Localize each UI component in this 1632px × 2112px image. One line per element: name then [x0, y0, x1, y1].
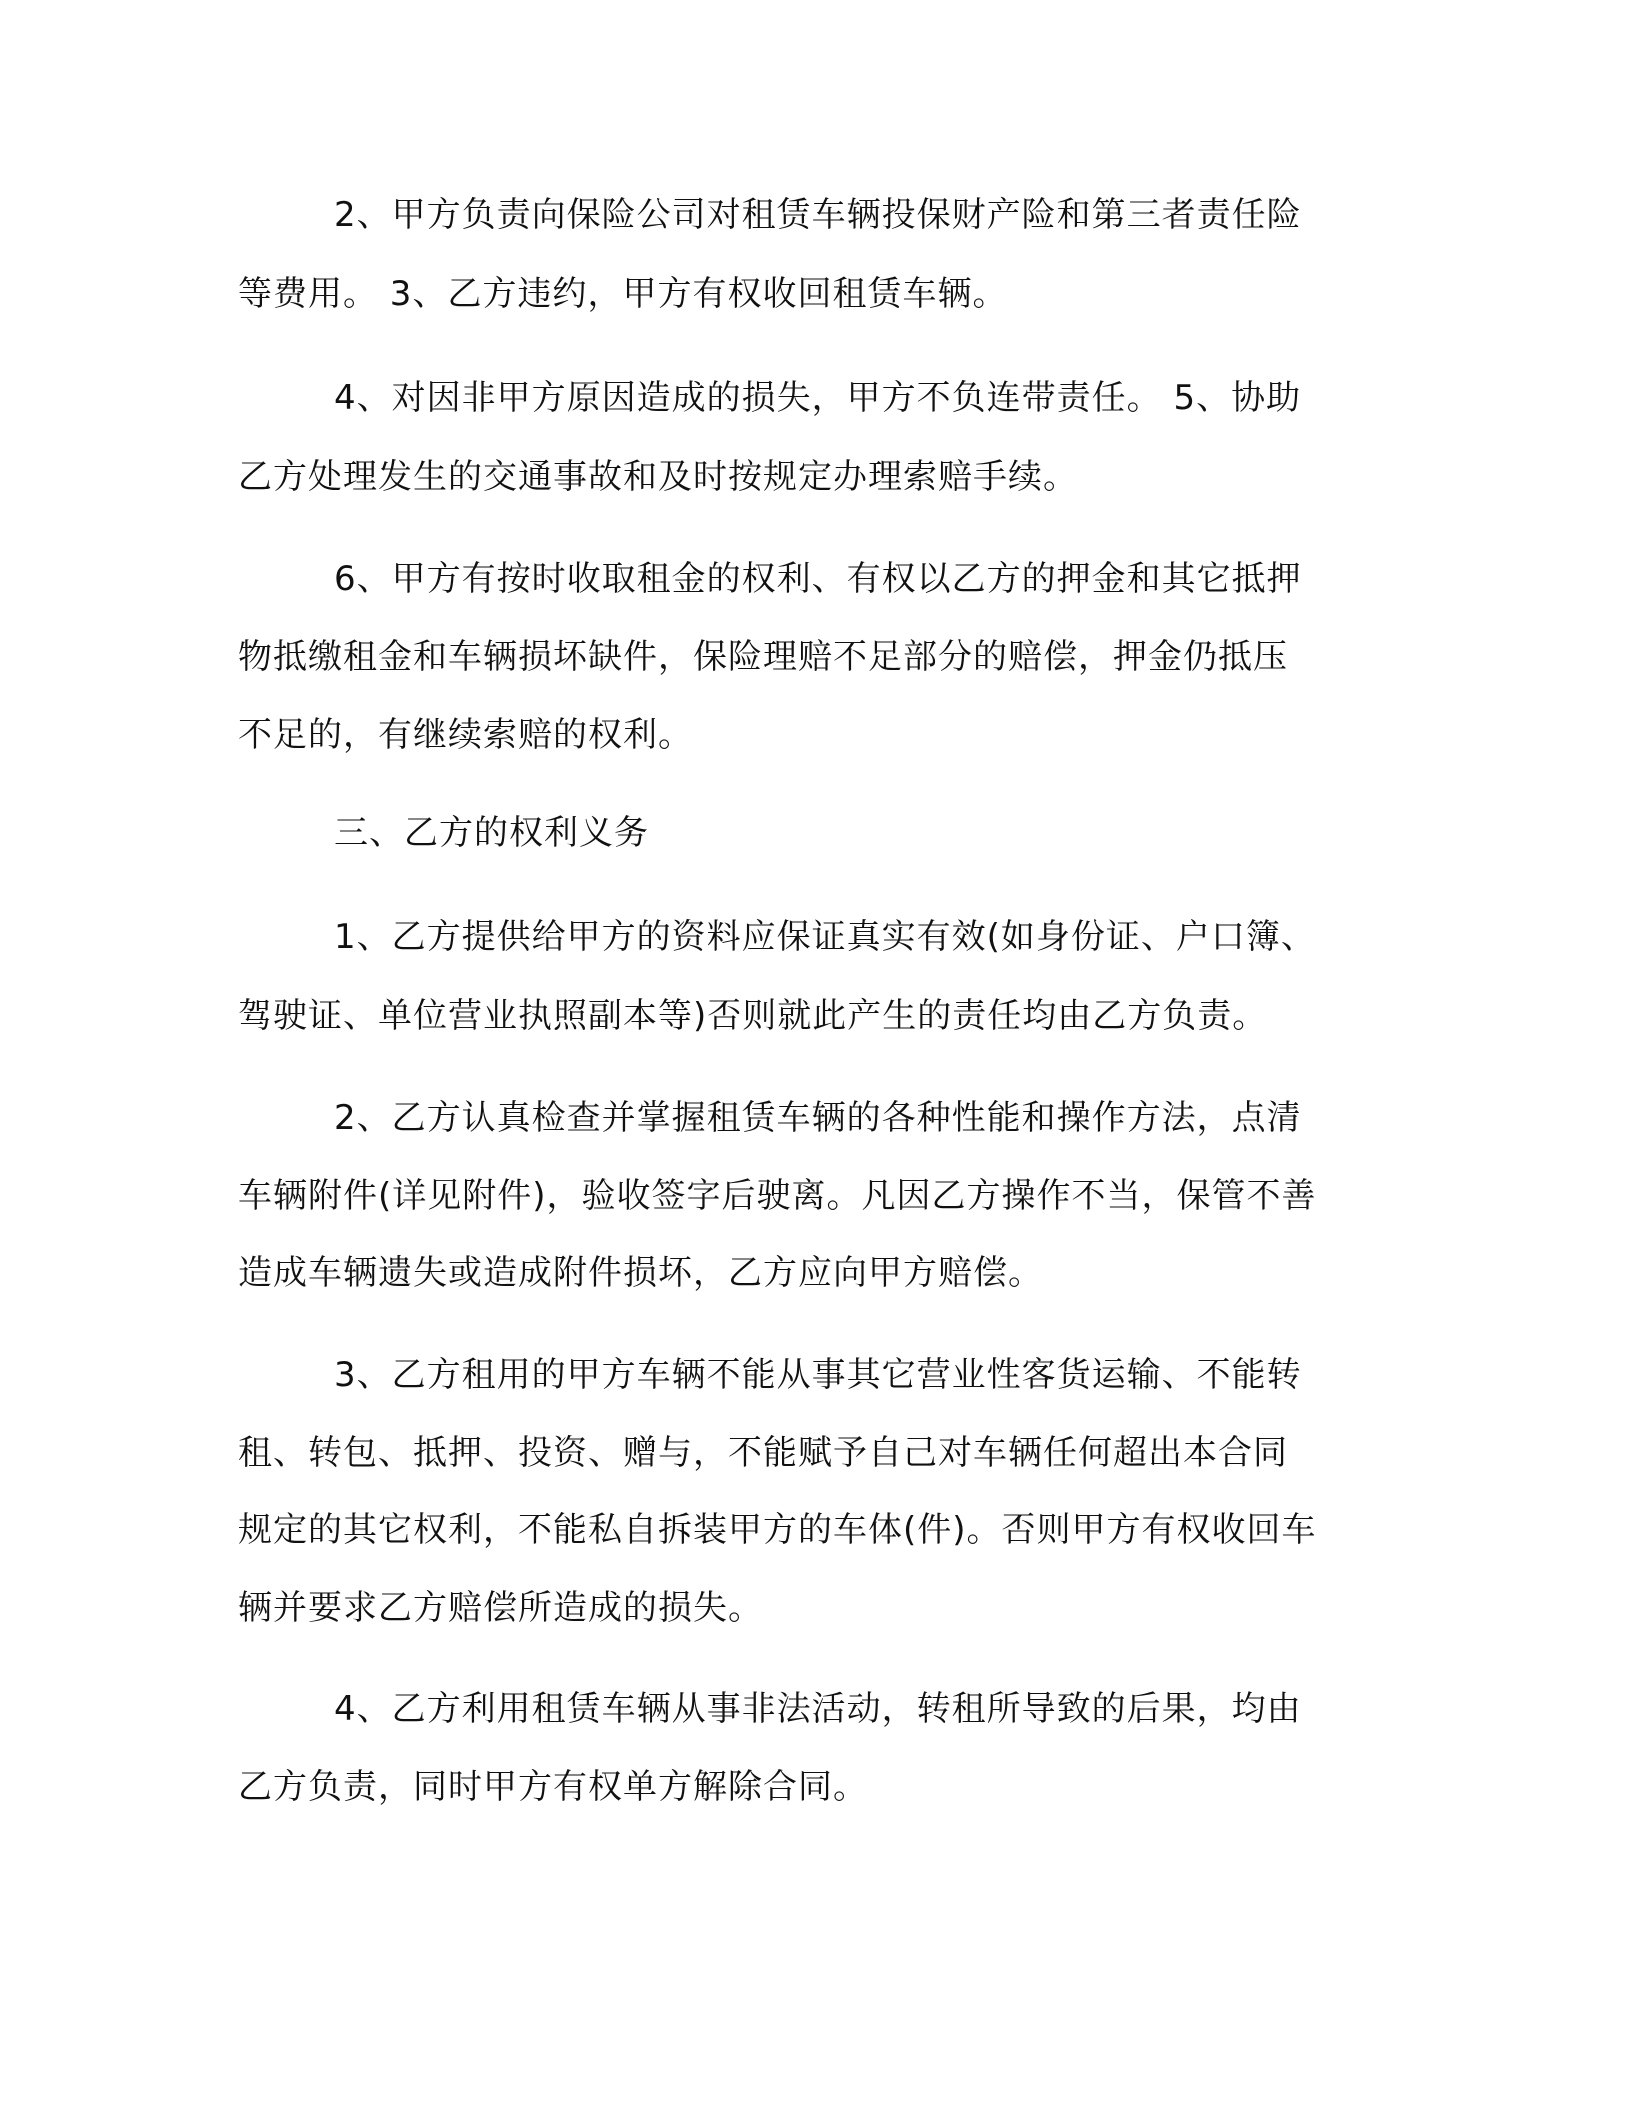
text-line: 不足的，有继续索赔的权利。: [238, 715, 693, 755]
text-line: 规定的其它权利，不能私自拆装甲方的车体(件)。否则甲方有权收回车: [238, 1510, 1317, 1550]
text-line: 2、乙方认真检查并掌握租赁车辆的各种性能和操作方法，点清: [334, 1098, 1302, 1138]
text-line: 车辆附件(详见附件)，验收签字后驶离。凡因乙方操作不当，保管不善: [238, 1176, 1317, 1216]
text-line: 乙方处理发生的交通事故和及时按规定办理索赔手续。: [238, 457, 1078, 497]
text-line: 2、甲方负责向保险公司对租赁车辆投保财产险和第三者责任险: [334, 195, 1302, 235]
text-line: 物抵缴租金和车辆损坏缺件，保险理赔不足部分的赔偿，押金仍抵压: [238, 637, 1288, 677]
text-line: 辆并要求乙方赔偿所造成的损失。: [238, 1588, 763, 1628]
text-line: 租、转包、抵押、投资、赠与，不能赋予自己对车辆任何超出本合同: [238, 1433, 1288, 1473]
text-line: 3、乙方租用的甲方车辆不能从事其它营业性客货运输、不能转: [334, 1355, 1302, 1395]
text-line: 等费用。 3、乙方违约，甲方有权收回租赁车辆。: [238, 274, 1008, 314]
text-line: 1、乙方提供给甲方的资料应保证真实有效(如身份证、户口簿、: [334, 917, 1316, 957]
text-line: 4、乙方利用租赁车辆从事非法活动，转租所导致的后果，均由: [334, 1689, 1302, 1729]
text-line: 驾驶证、单位营业执照副本等)否则就此产生的责任均由乙方负责。: [238, 996, 1268, 1036]
text-line: 4、对因非甲方原因造成的损失，甲方不负连带责任。 5、协助: [334, 378, 1302, 418]
text-line: 6、甲方有按时收取租金的权利、有权以乙方的押金和其它抵押: [334, 559, 1302, 599]
text-line: 乙方负责，同时甲方有权单方解除合同。: [238, 1767, 868, 1807]
text-line: 造成车辆遗失或造成附件损坏，乙方应向甲方赔偿。: [238, 1253, 1043, 1293]
section-heading: 三、乙方的权利义务: [334, 813, 649, 853]
